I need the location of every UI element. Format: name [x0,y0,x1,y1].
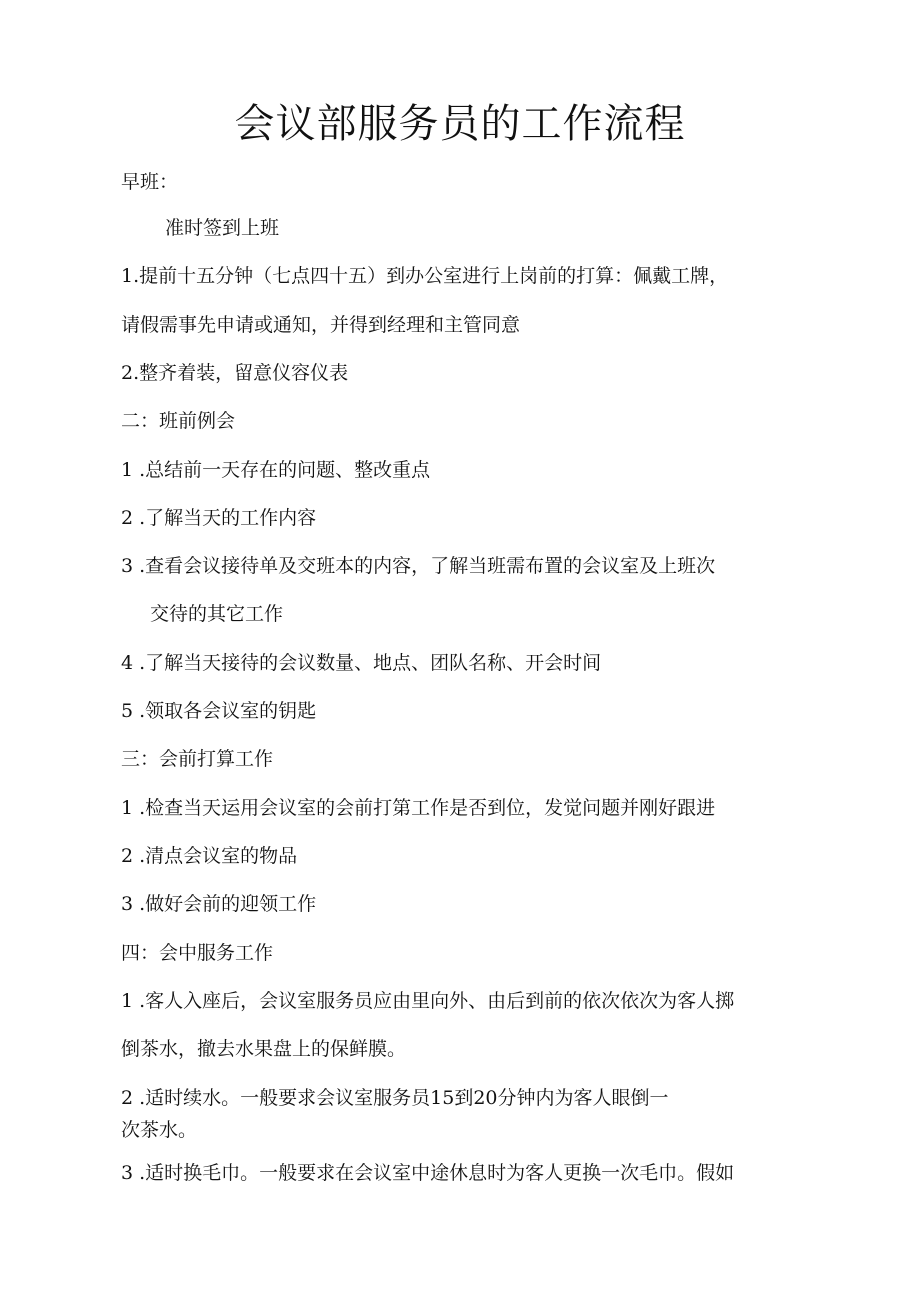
section-heading: 三：会前打算工作 [121,748,274,770]
text-line: 1 .总结前一天存在的问题、整改重点 [121,459,431,481]
text-line: 次茶水。 [121,1119,198,1141]
text-line: 准时签到上班 [165,217,280,239]
text-line: 2.整齐着装，留意仪容仪表 [121,362,349,384]
text-line: 请假需事先申请或通知，并得到经理和主管同意 [121,314,521,336]
document-title: 会议部服务员的工作流程 [234,101,686,147]
text-line: 早班： [121,171,179,193]
text-line: 2 .适时续水。一般要求会议室服务员15到20分钟内为客人眼倒一 [121,1087,669,1109]
text-line: 2 .清点会议室的物品 [121,845,298,867]
text-line: 4 .了解当天接待的会议数量、地点、团队名称、开会时间 [121,652,602,674]
text-line: 5 .领取各会议室的钥匙 [121,700,317,722]
text-line: 1 .检查当天运用会议室的会前打第工作是否到位，发觉问题并刚好跟进 [121,797,716,819]
text-line: 倒茶水，撤去水果盘上的保鲜膜。 [121,1038,407,1060]
text-line: 交待的其它工作 [150,603,284,625]
text-line: 3 .适时换毛巾。一般要求在会议室中途休息时为客人更换一次毛巾。假如 [121,1162,735,1184]
text-line: 3 .查看会议接待单及交班本的内容，了解当班需布置的会议室及上班次 [121,555,716,577]
text-line: 3 .做好会前的迎领工作 [121,893,317,915]
text-line: 1.提前十五分钟（七点四十五）到办公室进行上岗前的打算：佩戴工牌， [121,265,729,287]
text-line: 2 .了解当天的工作内容 [121,507,317,529]
section-heading: 二：班前例会 [121,410,236,432]
text-line: 1 .客人入座后，会议室服务员应由里向外、由后到前的依次依次为客人掷 [121,990,735,1012]
section-heading: 四：会中服务工作 [121,942,274,964]
